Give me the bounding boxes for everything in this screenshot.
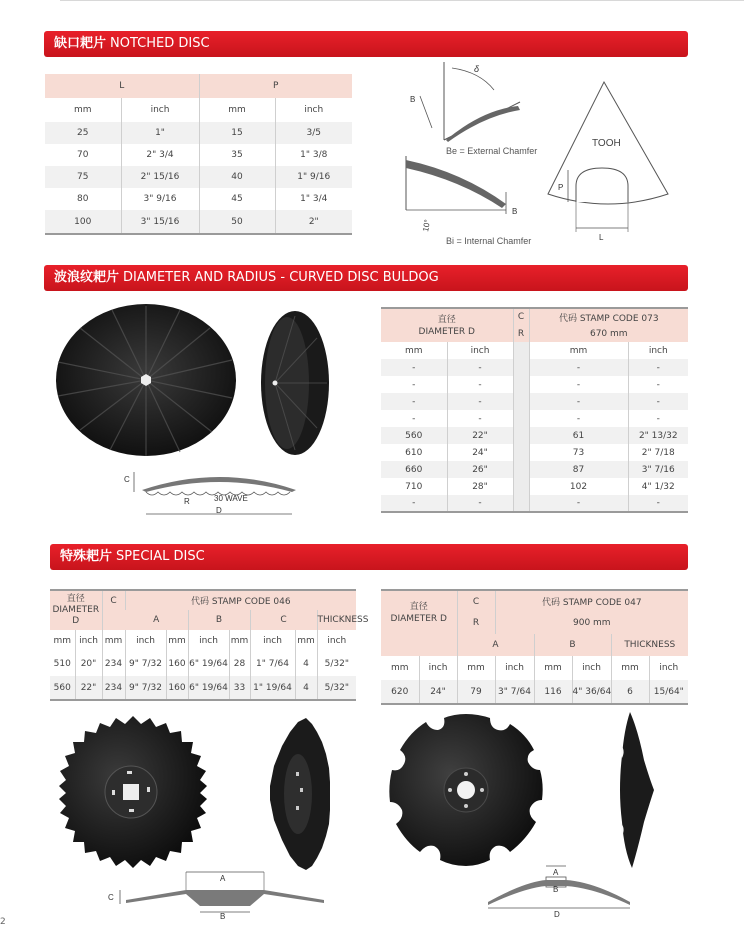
table-row xyxy=(381,680,688,704)
section-title-en: DIAMETER AND RADIUS - CURVED DISC BULDOG xyxy=(123,270,439,285)
table-cell: - xyxy=(529,393,628,410)
special-047-table xyxy=(381,589,688,705)
table-row xyxy=(381,444,688,461)
a-header: A xyxy=(153,615,160,625)
table-cell: - xyxy=(447,393,513,410)
c-header: C xyxy=(457,590,495,612)
section-title-cn: 特殊耙片 xyxy=(60,549,113,564)
bi-angle-label: 10° xyxy=(421,218,433,233)
table-cell: 22" xyxy=(447,427,513,444)
table-cell: 24" xyxy=(419,680,457,704)
table-cell: - xyxy=(412,498,416,508)
dimension-line xyxy=(420,96,432,128)
table-cell: 4" 1/32 xyxy=(628,478,688,495)
table-cell: 87 xyxy=(529,461,628,478)
stamp-cn: 代码 xyxy=(558,313,577,324)
bi-b-label: B xyxy=(512,207,518,216)
notched-table xyxy=(45,74,352,235)
table-cell: 50 xyxy=(199,210,275,234)
col-header: mm xyxy=(166,630,188,652)
b-label: B xyxy=(553,885,559,894)
table-cell: - xyxy=(412,379,416,390)
col-header: inch xyxy=(419,656,457,680)
spacer-cell xyxy=(513,495,529,512)
thickness-header: THICKNESS xyxy=(611,634,688,656)
table-row xyxy=(381,410,688,427)
c-header: C xyxy=(102,590,125,610)
col-header: mm xyxy=(199,98,275,122)
stamp-header xyxy=(529,308,688,325)
col-header: inch xyxy=(125,630,166,652)
col-header: mm xyxy=(390,663,409,673)
special-046-section-diagram xyxy=(100,868,340,920)
table-row xyxy=(381,495,688,512)
disc-body xyxy=(620,712,654,868)
table-cell: 100 xyxy=(74,216,92,227)
table-cell: 1" 9/16 xyxy=(275,166,352,188)
table-cell: 234 xyxy=(102,652,125,676)
c-header: C xyxy=(513,308,529,325)
external-chamfer-diagram xyxy=(402,60,562,160)
table-cell: - xyxy=(628,376,688,393)
diameter-header xyxy=(381,590,457,634)
internal-chamfer-caption: Bi = Internal Chamfer xyxy=(446,236,532,246)
table-row xyxy=(50,652,356,676)
table-cell: 75 xyxy=(77,172,89,182)
table-row xyxy=(381,393,688,410)
table-cell: 560 xyxy=(53,682,71,693)
col-header: inch xyxy=(649,656,688,680)
section-title-cn: 波浪纹耙片 xyxy=(54,270,120,285)
curved-table xyxy=(381,307,688,513)
col-header: inch xyxy=(121,98,199,122)
spacer-cell xyxy=(513,444,529,461)
table-cell: 4" 36/64 xyxy=(572,680,611,704)
table-cell: 1" 3/8 xyxy=(275,144,352,166)
stamp-cn: 代码 xyxy=(541,598,560,608)
table-cell: 160 xyxy=(166,652,188,676)
thickness-header: THICKNESS xyxy=(317,610,356,630)
table-cell: - xyxy=(412,396,416,407)
table-cell: 116 xyxy=(534,680,572,704)
table-row xyxy=(45,166,352,188)
disc-hub xyxy=(284,754,312,834)
table-cell: 3" 15/16 xyxy=(121,210,199,234)
col-group-l: L xyxy=(119,81,125,91)
table-cell: - xyxy=(628,359,688,376)
spacer-cell xyxy=(513,461,529,478)
diameter-en: DIAMETER xyxy=(52,605,100,615)
table-row xyxy=(45,144,352,166)
special-disc-047-image xyxy=(386,710,546,870)
table-cell: 3" 7/16 xyxy=(628,461,688,478)
p-label: P xyxy=(558,183,564,192)
center-hole xyxy=(273,381,278,386)
table-cell: 620 xyxy=(391,686,409,697)
table-cell: 3" 7/64 xyxy=(495,680,534,704)
table-cell: 80 xyxy=(77,194,89,204)
table-cell: 70 xyxy=(77,150,89,160)
col-header: mm xyxy=(53,636,72,646)
table-cell: 5/32" xyxy=(317,652,356,676)
table-cell: - xyxy=(412,362,416,373)
table-cell: 6" 19/64 xyxy=(188,652,229,676)
curved-disc-section-diagram xyxy=(120,466,300,522)
diameter-cn: 直径 xyxy=(437,314,456,325)
table-row xyxy=(50,676,356,700)
col-header: mm xyxy=(534,656,572,680)
stamp-en: STAMP CODE 047 xyxy=(562,598,642,608)
table-cell: 610 xyxy=(405,447,423,458)
stamp-header xyxy=(125,590,356,610)
table-row xyxy=(381,376,688,393)
table-cell: 5/32" xyxy=(317,676,356,700)
table-cell: 3" 9/16 xyxy=(121,188,199,210)
table-cell: - xyxy=(447,495,513,512)
diameter-en: DIAMETER D xyxy=(390,613,447,624)
center-hole xyxy=(123,784,139,800)
diameter-cn: 直径 xyxy=(66,594,85,604)
chamfer-shape xyxy=(406,160,506,208)
b-label: B xyxy=(410,95,416,104)
table-cell: 25 xyxy=(77,128,89,138)
table-cell: 45 xyxy=(199,188,275,210)
table-cell: 28 xyxy=(229,652,250,676)
table-cell: 710 xyxy=(405,481,423,492)
special-047-section-diagram xyxy=(484,862,634,922)
section-title-cn: 缺口耙片 xyxy=(54,36,107,51)
tooth-label: TOOH xyxy=(592,138,621,149)
curved-disc-image xyxy=(50,300,240,460)
col-header: mm xyxy=(457,656,495,680)
col-header: mm xyxy=(295,630,317,652)
table-cell: 28" xyxy=(447,478,513,495)
col-header: inch xyxy=(572,656,611,680)
c-label: C xyxy=(124,475,130,484)
table-cell: 2" xyxy=(275,210,352,234)
special-disc-046-image xyxy=(55,714,211,870)
col-header: inch xyxy=(317,630,356,652)
table-cell: - xyxy=(529,359,628,376)
wave-label: 30 WAVE xyxy=(214,494,248,503)
col-header: mm xyxy=(73,105,92,115)
col-header: mm xyxy=(229,630,250,652)
stamp-value: 670 mm xyxy=(529,325,688,342)
col-header: inch xyxy=(75,630,102,652)
table-cell: 4 xyxy=(295,652,317,676)
table-cell: 15 xyxy=(199,122,275,144)
spacer-cell xyxy=(513,410,529,427)
col-header: mm xyxy=(102,630,125,652)
r-label: R xyxy=(184,497,190,506)
col-header: inch xyxy=(275,98,352,122)
section-profile xyxy=(488,880,630,905)
table-cell: - xyxy=(628,410,688,427)
diameter-header xyxy=(381,308,513,342)
spacer-cell xyxy=(513,376,529,393)
internal-chamfer-diagram xyxy=(402,152,562,248)
diameter-d: D xyxy=(72,616,80,626)
spacer-cell xyxy=(513,427,529,444)
curved-disc-side-image xyxy=(255,308,335,458)
diameter-en: DIAMETER D xyxy=(418,326,475,337)
table-cell: 2" 3/4 xyxy=(121,144,199,166)
table-cell: 1" xyxy=(121,122,199,144)
l-label: L xyxy=(599,233,604,242)
table-cell: 102 xyxy=(529,478,628,495)
table-row xyxy=(381,359,688,376)
col-header: inch xyxy=(495,656,534,680)
notch-outline xyxy=(576,168,628,202)
diameter-header xyxy=(50,590,102,630)
section-bar-curved xyxy=(44,265,688,291)
stamp-header xyxy=(495,590,688,612)
section-profile xyxy=(142,477,296,492)
table-cell: 33 xyxy=(229,676,250,700)
table-cell: - xyxy=(447,359,513,376)
b-header: B xyxy=(534,634,611,656)
spacer-cell xyxy=(513,393,529,410)
a-label: A xyxy=(553,868,559,877)
table-cell: 1" 19/64 xyxy=(250,676,295,700)
a-label: A xyxy=(220,874,226,883)
col-group-p: P xyxy=(199,74,352,98)
c2-header: C xyxy=(250,610,317,630)
diameter-cn: 直径 xyxy=(409,601,428,612)
table-cell: 3/5 xyxy=(275,122,352,144)
col-header: inch xyxy=(188,630,229,652)
table-row xyxy=(45,122,352,144)
col-header: inch xyxy=(447,342,513,359)
chamfer-shape xyxy=(446,106,520,142)
table-cell: - xyxy=(529,495,628,512)
table-cell: 22" xyxy=(75,676,102,700)
section-title-en: NOTCHED DISC xyxy=(110,36,210,51)
spacer-cell xyxy=(513,359,529,376)
top-rule xyxy=(60,0,744,1)
table-cell: - xyxy=(529,376,628,393)
table-cell: - xyxy=(412,413,416,424)
table-cell: 660 xyxy=(405,464,423,475)
special-046-table xyxy=(50,589,369,701)
col-header: mm xyxy=(611,656,649,680)
tooth-diagram xyxy=(540,78,680,244)
table-cell: 73 xyxy=(529,444,628,461)
table-cell: - xyxy=(447,376,513,393)
d-label: D xyxy=(216,506,222,515)
col-header: mm xyxy=(404,345,423,356)
special-disc-046-side-image xyxy=(262,716,334,872)
table-cell: 9" 7/32 xyxy=(125,676,166,700)
table-cell: 15/64" xyxy=(649,680,688,704)
section-profile xyxy=(126,890,324,906)
special-disc-047-side-image xyxy=(614,710,660,870)
stamp-en: STAMP CODE 073 xyxy=(579,313,659,324)
table-cell: 20" xyxy=(75,652,102,676)
table-row xyxy=(381,478,688,495)
table-cell: 2" 15/16 xyxy=(121,166,199,188)
center-hole xyxy=(457,781,475,799)
table-cell: - xyxy=(628,495,688,512)
r-header: R xyxy=(513,325,529,342)
b-label: B xyxy=(220,912,226,921)
table-cell: - xyxy=(628,393,688,410)
stamp-en: STAMP CODE 046 xyxy=(211,597,291,607)
r-header: R xyxy=(457,612,495,634)
page-number: 2 xyxy=(0,917,6,927)
stamp-cn: 代码 xyxy=(190,597,209,607)
table-cell: 24" xyxy=(447,444,513,461)
table-row xyxy=(381,427,688,444)
angle-arc xyxy=(452,68,494,90)
table-cell: - xyxy=(447,410,513,427)
external-chamfer-caption: Be = External Chamfer xyxy=(446,146,538,156)
stamp-value: 900 mm xyxy=(495,612,688,634)
table-cell: 6" 19/64 xyxy=(188,676,229,700)
table-cell: 35 xyxy=(199,144,275,166)
section-title-en: SPECIAL DISC xyxy=(116,549,205,564)
a-header: A xyxy=(457,634,534,656)
col-header: inch xyxy=(250,630,295,652)
c-label: C xyxy=(108,893,114,902)
table-cell: 6 xyxy=(611,680,649,704)
table-row xyxy=(45,188,352,210)
b-header: B xyxy=(188,610,250,630)
table-cell: 79 xyxy=(457,680,495,704)
table-cell: 160 xyxy=(166,676,188,700)
d-label: D xyxy=(554,910,560,919)
table-cell: 4 xyxy=(295,676,317,700)
table-cell: 510 xyxy=(53,659,71,669)
table-cell: 9" 7/32 xyxy=(125,652,166,676)
table-cell: 2" 13/32 xyxy=(628,427,688,444)
col-header: mm xyxy=(529,342,628,359)
section-bar-special xyxy=(50,544,688,570)
table-cell: - xyxy=(529,410,628,427)
table-cell: 560 xyxy=(405,430,423,441)
spacer-cell xyxy=(513,342,529,359)
spacer-cell xyxy=(513,478,529,495)
table-cell: 26" xyxy=(447,461,513,478)
table-cell: 1" 3/4 xyxy=(275,188,352,210)
section-bar-notched xyxy=(44,31,688,57)
table-row xyxy=(381,461,688,478)
angle-label: δ xyxy=(474,64,480,74)
table-cell: 2" 7/18 xyxy=(628,444,688,461)
table-row xyxy=(45,210,352,234)
table-cell: 61 xyxy=(529,427,628,444)
table-cell: 234 xyxy=(102,676,125,700)
table-cell: 1" 7/64 xyxy=(250,652,295,676)
col-header: inch xyxy=(628,342,688,359)
table-cell: 40 xyxy=(199,166,275,188)
